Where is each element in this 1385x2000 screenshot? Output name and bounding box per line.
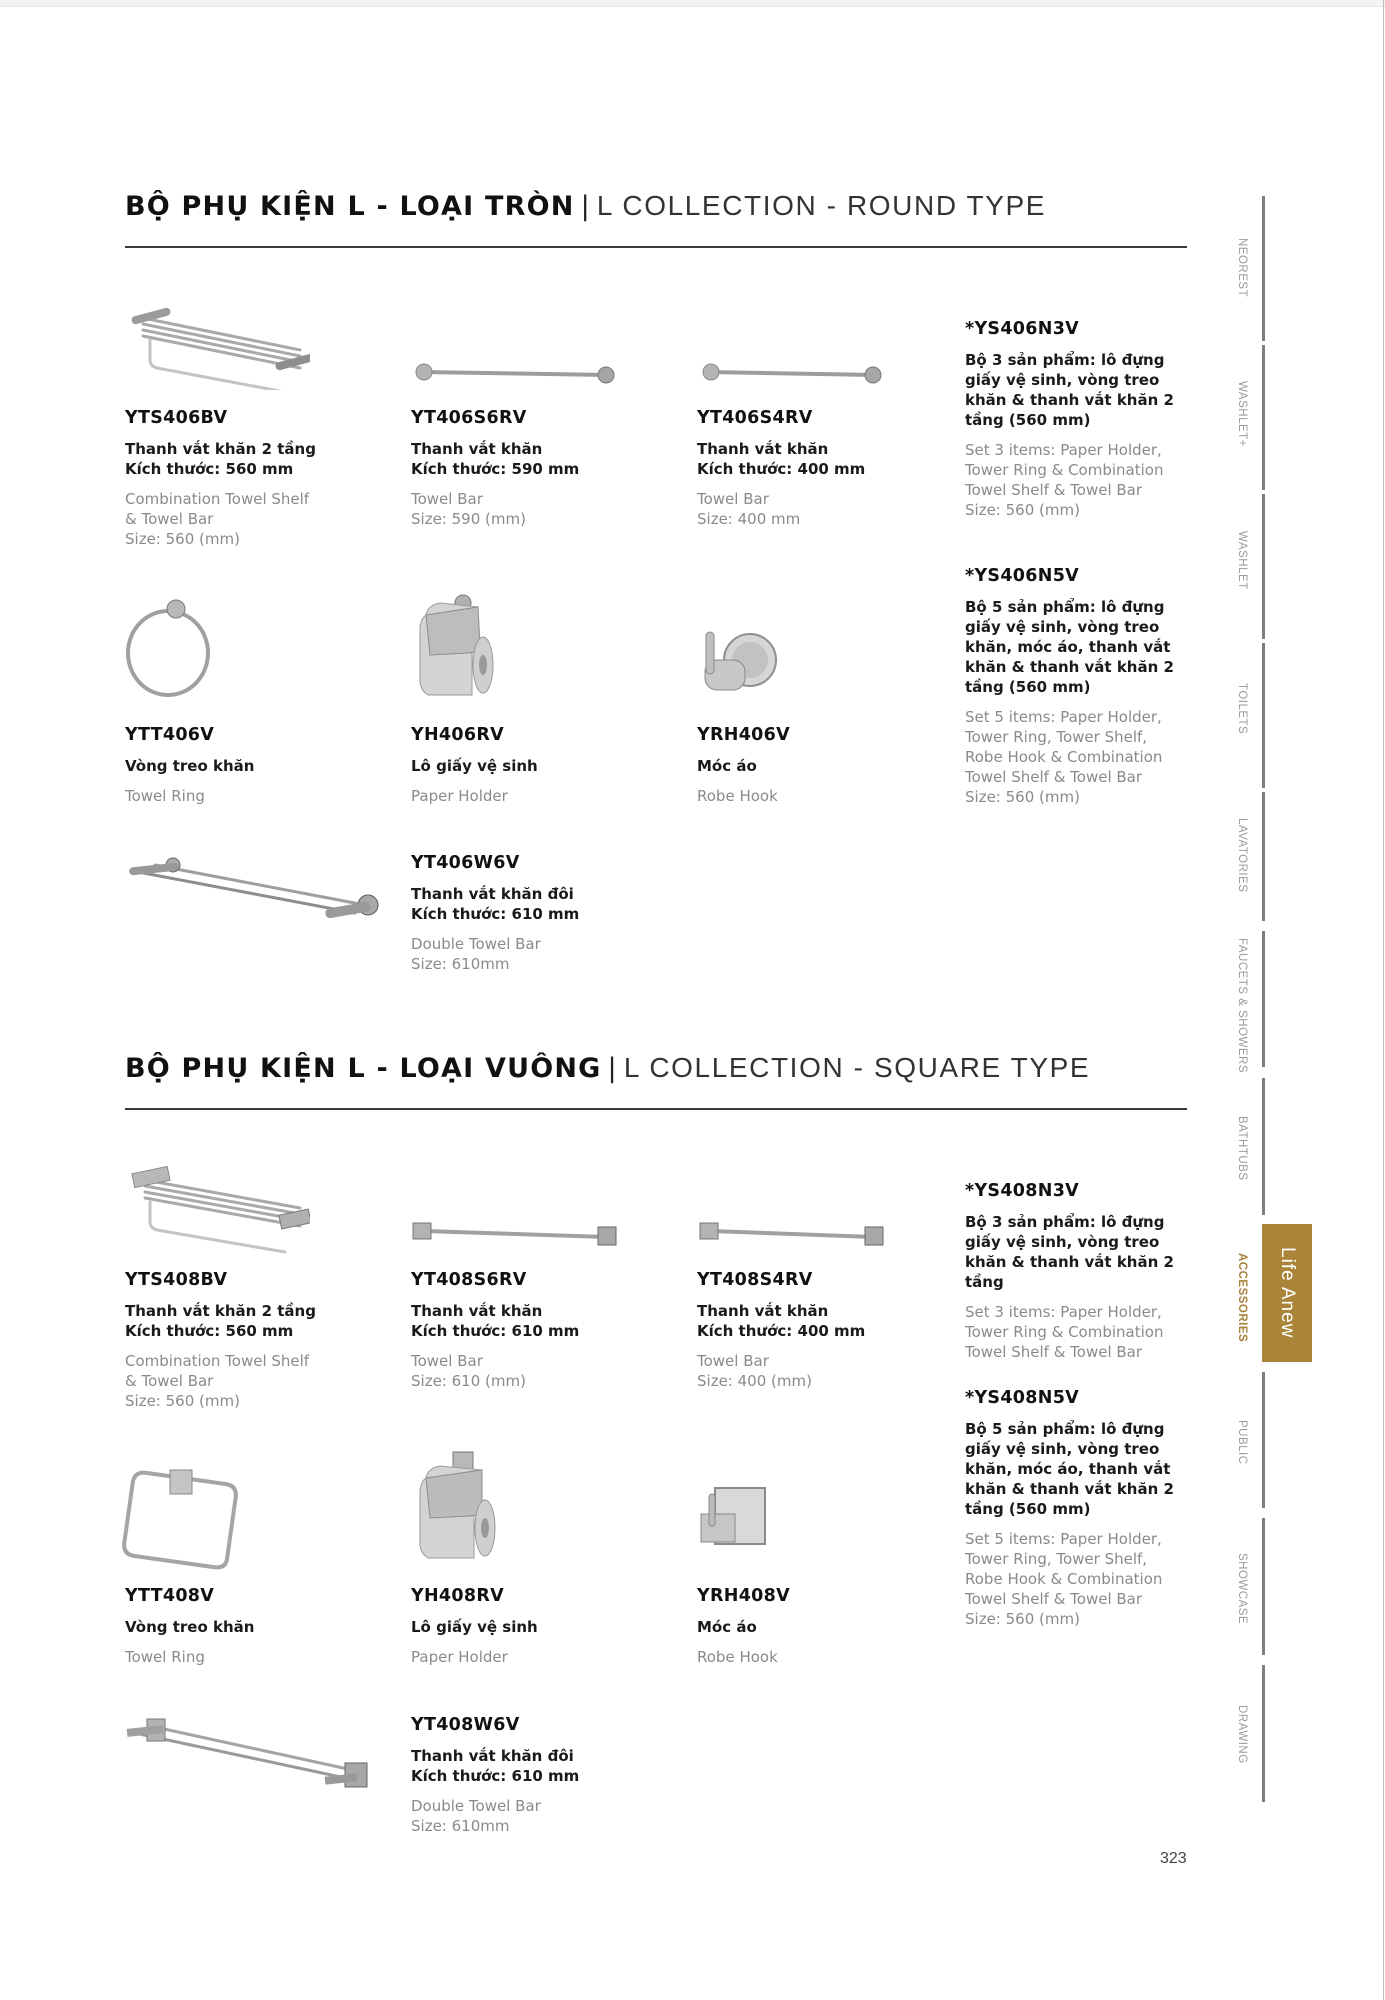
nav-divider <box>1262 196 1265 341</box>
product-name-en: Double Towel Bar Size: 610mm <box>411 1797 541 1835</box>
set-code: *YS408N3V <box>965 1181 1080 1201</box>
square-towel-ring-image <box>120 1460 270 1570</box>
product-card <box>125 407 385 549</box>
section-title-vn: BỘ PHỤ KIỆN L - LOẠI VUÔNG <box>125 1053 602 1084</box>
set-code: *YS408N5V <box>965 1388 1080 1408</box>
section-rule <box>125 1108 1187 1110</box>
section-title-vn: BỘ PHỤ KIỆN L - LOẠI TRÒN <box>125 191 575 222</box>
nav-item-bathtubs[interactable]: BATHTUBS <box>1236 1116 1248 1181</box>
product-code: YT408S4RV <box>697 1270 813 1290</box>
product-card <box>697 724 957 806</box>
nav-item-lavatories[interactable]: LAVATORIES <box>1236 818 1248 893</box>
page-number: 323 <box>1160 1850 1187 1867</box>
product-name-vn: Thanh vắt khăn Kích thước: 400 mm <box>697 440 866 478</box>
product-code: YT408W6V <box>411 1715 520 1735</box>
square-towel-bar-image <box>410 1218 620 1248</box>
nav-item-washlet-plus[interactable]: WASHLET+ <box>1236 381 1248 447</box>
product-code: YT406S6RV <box>411 408 527 428</box>
nav-divider <box>1262 792 1265 921</box>
product-name-en: Towel Bar Size: 400 mm <box>697 490 801 528</box>
nav-divider <box>1262 643 1265 788</box>
set-description-vn: Bộ 3 sản phẩm: lô đựng giấy vệ sinh, vòng treo khăn & thanh vắt khăn 2 tầng (560 mm) <box>965 351 1174 429</box>
section-title-en: L COLLECTION - SQUARE TYPE <box>623 1052 1091 1083</box>
round-towel-ring-image <box>120 585 220 705</box>
section-title-round <box>125 190 1046 222</box>
product-name-en: Combination Towel Shelf & Towel Bar Size: 560 (mm) <box>125 490 310 548</box>
product-name-en: Combination Towel Shelf & Towel Bar Size: 560 (mm) <box>125 1352 310 1410</box>
product-code: YT408S6RV <box>411 1270 527 1290</box>
product-name-en: Paper Holder <box>411 787 508 805</box>
product-name-en: Towel Bar Size: 400 (mm) <box>697 1352 812 1390</box>
product-name-vn: Móc áo <box>697 1618 757 1636</box>
set-card <box>965 318 1225 520</box>
nav-divider <box>1262 1518 1265 1655</box>
nav-divider <box>1262 345 1265 490</box>
product-card <box>697 1585 957 1667</box>
product-name-en: Towel Ring <box>125 1648 205 1666</box>
set-code: *YS406N5V <box>965 566 1080 586</box>
product-name-en: Double Towel Bar Size: 610mm <box>411 935 541 973</box>
product-card <box>411 724 671 806</box>
product-name-vn: Lô giấy vệ sinh <box>411 757 538 775</box>
nav-divider <box>1262 1078 1265 1215</box>
page-right-edge <box>1383 0 1384 2000</box>
title-separator: | <box>580 191 591 222</box>
product-name-en: Towel Bar Size: 610 (mm) <box>411 1352 526 1390</box>
product-name-vn: Thanh vắt khăn đôi Kích thước: 610 mm <box>411 885 580 923</box>
product-code: YTT408V <box>125 1586 215 1606</box>
product-name-en: Towel Ring <box>125 787 205 805</box>
title-separator: | <box>607 1053 618 1084</box>
product-card <box>411 1714 671 1836</box>
round-double-towel-bar-image <box>125 855 385 935</box>
nav-divider <box>1262 931 1265 1067</box>
set-card <box>965 1387 1225 1629</box>
life-anew-tab: Life Anew <box>1262 1224 1312 1362</box>
square-double-towel-bar-image <box>125 1715 375 1805</box>
product-code: YTS408BV <box>125 1270 228 1290</box>
product-card <box>697 1269 957 1391</box>
product-code: YRH406V <box>697 725 790 745</box>
product-name-en: Paper Holder <box>411 1648 508 1666</box>
side-navigation <box>1222 0 1332 2000</box>
product-code: YRH408V <box>697 1586 790 1606</box>
nav-item-public[interactable]: PUBLIC <box>1236 1420 1248 1465</box>
set-description-vn: Bộ 5 sản phẩm: lô đựng giấy vệ sinh, vòng treo khăn, móc áo, thanh vắt khăn & thanh vắt khăn 2 tầng (560 mm) <box>965 1420 1174 1518</box>
round-towel-shelf-image <box>125 300 310 390</box>
set-description-en: Set 3 items: Paper Holder, Tower Ring & Combination Towel Shelf & Towel Bar <box>965 1303 1164 1361</box>
product-name-en: Robe Hook <box>697 787 778 805</box>
round-towel-bar-image <box>410 358 620 388</box>
product-name-vn: Thanh vắt khăn Kích thước: 590 mm <box>411 440 580 478</box>
set-description-en: Set 3 items: Paper Holder, Tower Ring & Combination Towel Shelf & Towel Bar Size: 560 (mm) <box>965 441 1164 519</box>
product-name-vn: Vòng treo khăn <box>125 1618 255 1636</box>
product-card <box>411 852 671 974</box>
product-code: YTS406BV <box>125 408 228 428</box>
set-description-en: Set 5 items: Paper Holder, Tower Ring, Tower Shelf, Robe Hook & Combination Towel Shelf & Towel Bar Size: 560 (mm) <box>965 1530 1163 1628</box>
product-name-vn: Móc áo <box>697 757 757 775</box>
section-title-en: L COLLECTION - ROUND TYPE <box>596 190 1047 221</box>
set-description-vn: Bộ 3 sản phẩm: lô đựng giấy vệ sinh, vòng treo khăn & thanh vắt khăn 2 tầng <box>965 1213 1174 1291</box>
product-code: YT406W6V <box>411 853 520 873</box>
product-name-vn: Thanh vắt khăn Kích thước: 400 mm <box>697 1302 866 1340</box>
section-title-square <box>125 1052 1090 1084</box>
set-card <box>965 1180 1225 1362</box>
nav-item-faucets-showers[interactable]: FAUCETS & SHOWERS <box>1236 938 1248 1074</box>
product-name-vn: Vòng treo khăn <box>125 757 255 775</box>
round-towel-bar-short-image <box>697 358 887 388</box>
product-code: YH406RV <box>411 725 504 745</box>
product-card <box>125 724 385 806</box>
square-towel-bar-short-image <box>697 1218 887 1248</box>
product-card <box>411 407 671 529</box>
nav-item-showcase[interactable]: SHOWCASE <box>1236 1553 1248 1625</box>
square-towel-shelf-image <box>125 1160 310 1255</box>
product-card <box>411 1585 671 1667</box>
set-card <box>965 565 1225 807</box>
product-name-vn: Thanh vắt khăn 2 tầng Kích thước: 560 mm <box>125 1302 316 1340</box>
nav-item-accessories[interactable]: ACCESSORIES <box>1236 1253 1248 1343</box>
product-name-vn: Thanh vắt khăn đôi Kích thước: 610 mm <box>411 1747 580 1785</box>
product-name-vn: Thanh vắt khăn 2 tầng Kích thước: 560 mm <box>125 440 316 478</box>
page-top-edge <box>0 0 1385 7</box>
nav-divider <box>1262 1372 1265 1508</box>
square-robe-hook-image <box>695 1480 775 1570</box>
section-rule <box>125 246 1187 248</box>
product-card <box>125 1269 385 1411</box>
set-description-en: Set 5 items: Paper Holder, Tower Ring, Tower Shelf, Robe Hook & Combination Towel Shelf & Towel Bar Size: 560 (mm) <box>965 708 1163 806</box>
product-name-vn: Lô giấy vệ sinh <box>411 1618 538 1636</box>
product-name-en: Towel Bar Size: 590 (mm) <box>411 490 526 528</box>
nav-item-neorest[interactable]: NEOREST <box>1236 238 1248 298</box>
product-name-en: Robe Hook <box>697 1648 778 1666</box>
product-card <box>411 1269 671 1391</box>
product-code: YT406S4RV <box>697 408 813 428</box>
nav-item-drawing[interactable]: DRAWING <box>1236 1705 1248 1764</box>
set-code: *YS406N3V <box>965 319 1080 339</box>
nav-item-toilets[interactable]: TOILETS <box>1236 683 1248 735</box>
nav-divider <box>1262 494 1265 639</box>
round-robe-hook-image <box>690 620 790 710</box>
product-card <box>697 407 957 529</box>
round-paper-holder-image <box>408 585 508 705</box>
nav-item-washlet[interactable]: WASHLET <box>1236 531 1248 590</box>
product-code: YH408RV <box>411 1586 504 1606</box>
square-paper-holder-image <box>408 1448 508 1568</box>
set-description-vn: Bộ 5 sản phẩm: lô đựng giấy vệ sinh, vòng treo khăn, móc áo, thanh vắt khăn & thanh vắt khăn 2 tầng (560 mm) <box>965 598 1174 696</box>
product-code: YTT406V <box>125 725 215 745</box>
product-name-vn: Thanh vắt khăn Kích thước: 610 mm <box>411 1302 580 1340</box>
product-card <box>125 1585 385 1667</box>
nav-divider <box>1262 1665 1265 1802</box>
